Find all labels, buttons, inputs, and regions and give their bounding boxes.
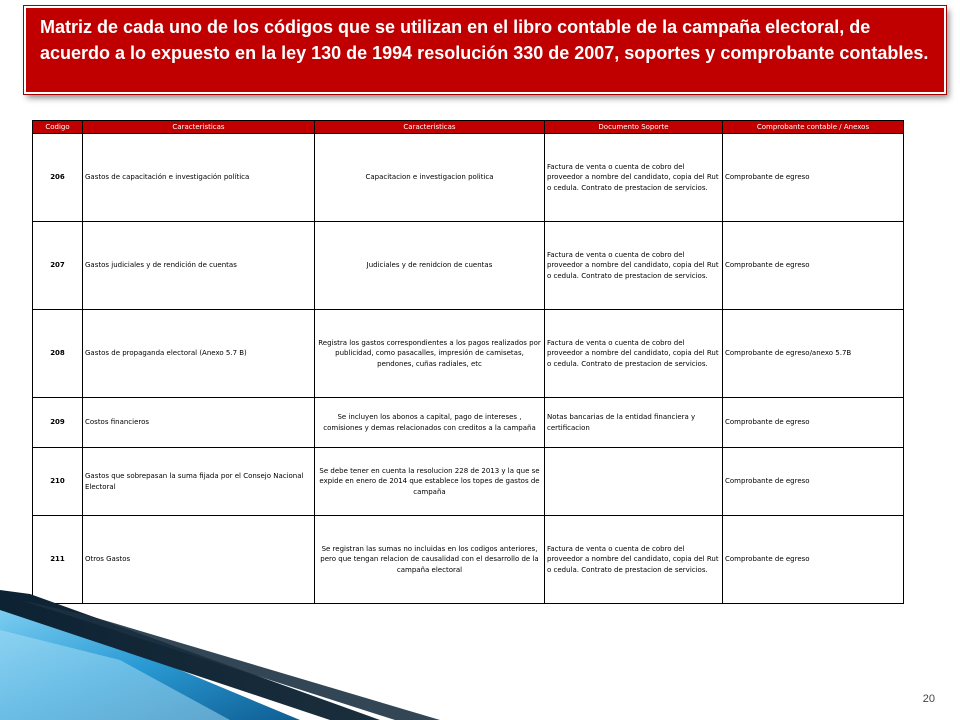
table-row bbox=[33, 448, 904, 516]
table-header-row bbox=[33, 121, 904, 134]
cell-code: 211 bbox=[33, 516, 83, 604]
table-row bbox=[33, 398, 904, 448]
cell-characteristics: Se debe tener en cuenta la resolucion 228 de 2013 y la que se expide en enero de 2014 que establece los topes de gastos de campaña bbox=[315, 448, 545, 516]
cell-code: 207 bbox=[33, 222, 83, 310]
header-voucher-annexes: Comprobante contable / Anexos bbox=[723, 121, 904, 134]
decorative-swoosh bbox=[0, 590, 440, 720]
header-characteristics-1: Caracteristicas bbox=[83, 121, 315, 134]
slide-title: Matriz de cada uno de los códigos que se utilizan en el libro contable de la campaña electoral, de acuerdo a lo expuesto en la ley 130 de 1994 resolución 330 de 2007, soportes y comprobante contables. bbox=[40, 17, 929, 63]
cell-description: Gastos que sobrepasan la suma fijada por el Consejo Nacional Electoral bbox=[83, 448, 315, 516]
cell-support-document: Factura de venta o cuenta de cobro del proveedor a nombre del candidato, copia del Rut o cedula. Contrato de prestacion de servicios. bbox=[545, 134, 723, 222]
accounting-codes-table bbox=[32, 120, 904, 604]
header-code: Codigo bbox=[33, 121, 83, 134]
page-number: 20 bbox=[922, 693, 935, 705]
cell-characteristics: Se incluyen los abonos a capital, pago de intereses , comisiones y demas relacionados con creditos a la campaña bbox=[315, 398, 545, 448]
cell-code: 209 bbox=[33, 398, 83, 448]
table-row bbox=[33, 222, 904, 310]
cell-code: 210 bbox=[33, 448, 83, 516]
cell-description: Otros Gastos bbox=[83, 516, 315, 604]
header-characteristics-2: Caracteristicas bbox=[315, 121, 545, 134]
table-row bbox=[33, 310, 904, 398]
cell-support-document: Factura de venta o cuenta de cobro del proveedor a nombre del candidato, copia del Rut o cedula. Contrato de prestacion de servicios. bbox=[545, 516, 723, 604]
cell-characteristics: Se registran las sumas no incluidas en los codigos anteriores, pero que tengan relacion de causalidad con el desarrollo de la campaña electoral bbox=[315, 516, 545, 604]
cell-voucher: Comprobante de egreso/anexo 5.7B bbox=[723, 310, 904, 398]
cell-characteristics: Judiciales y de renidcion de cuentas bbox=[315, 222, 545, 310]
cell-description: Gastos de capacitación e investigación política bbox=[83, 134, 315, 222]
cell-voucher: Comprobante de egreso bbox=[723, 398, 904, 448]
cell-code: 206 bbox=[33, 134, 83, 222]
table-row bbox=[33, 134, 904, 222]
slide-title-box bbox=[24, 6, 946, 94]
cell-support-document: Notas bancarias de la entidad financiera y certificacion bbox=[545, 398, 723, 448]
header-support-document: Documento Soporte bbox=[545, 121, 723, 134]
cell-description: Costos financieros bbox=[83, 398, 315, 448]
cell-code: 208 bbox=[33, 310, 83, 398]
cell-description: Gastos judiciales y de rendición de cuentas bbox=[83, 222, 315, 310]
cell-voucher: Comprobante de egreso bbox=[723, 134, 904, 222]
cell-voucher: Comprobante de egreso bbox=[723, 448, 904, 516]
cell-description: Gastos de propaganda electoral (Anexo 5.7 B) bbox=[83, 310, 315, 398]
cell-voucher: Comprobante de egreso bbox=[723, 222, 904, 310]
cell-support-document: Factura de venta o cuenta de cobro del proveedor a nombre del candidato, copia del Rut o cedula. Contrato de prestacion de servicios. bbox=[545, 310, 723, 398]
cell-support-document bbox=[545, 448, 723, 516]
cell-characteristics: Registra los gastos correspondientes a los pagos realizados por publicidad, como pasacalles, impresión de camisetas, pendones, cuñas radiales, etc bbox=[315, 310, 545, 398]
cell-characteristics: Capacitacion e investigacion politica bbox=[315, 134, 545, 222]
cell-voucher: Comprobante de egreso bbox=[723, 516, 904, 604]
cell-support-document: Factura de venta o cuenta de cobro del proveedor a nombre del candidato, copia del Rut o cedula. Contrato de prestacion de servicios. bbox=[545, 222, 723, 310]
